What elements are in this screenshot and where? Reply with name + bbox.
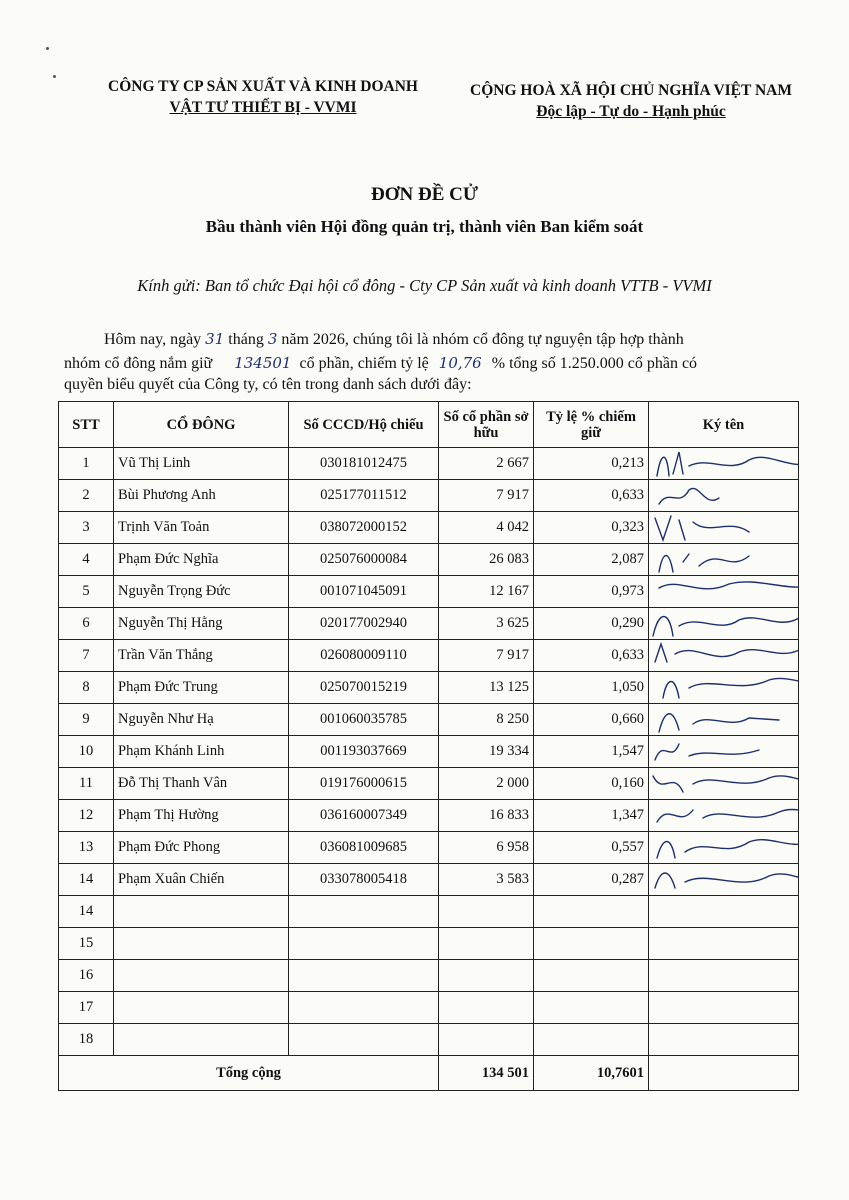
intro-text: năm 2026, chúng tôi là nhóm cổ đông tự nguyện tập hợp thành — [281, 331, 684, 348]
row-id-number: 025070015219 — [289, 672, 439, 704]
row-signature — [649, 800, 799, 832]
header-signature: Ký tên — [649, 402, 799, 448]
row-ratio: 1,050 — [534, 672, 649, 704]
row-shares: 13 125 — [439, 672, 534, 704]
company-name-line2: VẬT TƯ THIẾT BỊ - VVMI — [169, 99, 357, 116]
row-ratio: 0,290 — [534, 608, 649, 640]
row-shares: 3 625 — [439, 608, 534, 640]
signature-scribble — [649, 480, 799, 512]
table-row — [59, 544, 799, 576]
row-signature — [649, 608, 799, 640]
handwritten-shares: 134501 — [234, 354, 292, 372]
row-signature — [649, 704, 799, 736]
row-shareholder-name — [114, 1024, 289, 1056]
row-shareholder-name — [114, 992, 289, 1024]
row-stt: 14 — [59, 896, 114, 928]
row-ratio: 0,973 — [534, 576, 649, 608]
row-shares: 6 958 — [439, 832, 534, 864]
total-row — [59, 1056, 799, 1091]
table-row — [59, 704, 799, 736]
row-shareholder-name: Trần Văn Thắng — [114, 640, 289, 672]
header-shares: Số cổ phần sở hữu — [439, 402, 534, 448]
row-id-number — [289, 928, 439, 960]
intro-line-2 — [64, 352, 697, 375]
scan-speck — [53, 75, 56, 78]
row-shareholder-name: Trịnh Văn Toản — [114, 512, 289, 544]
row-stt: 1 — [59, 448, 114, 480]
nation-header — [446, 80, 816, 122]
header-shareholder: CỔ ĐÔNG — [114, 402, 289, 448]
row-signature — [649, 576, 799, 608]
intro-text: % tổng số 1.250.000 cổ phần có — [491, 355, 698, 372]
row-signature — [649, 672, 799, 704]
row-ratio: 0,213 — [534, 448, 649, 480]
company-name-line1: CÔNG TY CP SẢN XUẤT VÀ KINH DOANH — [108, 78, 418, 95]
row-ratio — [534, 1024, 649, 1056]
signature-scribble — [649, 448, 799, 480]
row-signature — [649, 928, 799, 960]
row-signature — [649, 864, 799, 896]
row-ratio: 0,160 — [534, 768, 649, 800]
row-id-number: 020177002940 — [289, 608, 439, 640]
intro-text: Hôm nay, ngày — [104, 331, 202, 348]
table-row — [59, 864, 799, 896]
table-row — [59, 576, 799, 608]
row-ratio — [534, 992, 649, 1024]
document-title: ĐƠN ĐỀ CỬ — [371, 184, 478, 205]
row-shares: 3 583 — [439, 864, 534, 896]
total-label: Tổng cộng — [59, 1056, 439, 1091]
row-stt: 12 — [59, 800, 114, 832]
row-shareholder-name: Nguyễn Thị Hằng — [114, 608, 289, 640]
row-shares — [439, 896, 534, 928]
signature-scribble — [649, 640, 799, 672]
row-shares: 7 917 — [439, 640, 534, 672]
document-subtitle: Bầu thành viên Hội đồng quản trị, thành viên Ban kiểm soát — [205, 217, 644, 236]
row-stt: 2 — [59, 480, 114, 512]
row-stt: 7 — [59, 640, 114, 672]
signature-scribble — [649, 800, 799, 832]
table-row — [59, 960, 799, 992]
row-signature — [649, 544, 799, 576]
intro-text: quyền biểu quyết của Công ty, có tên trong danh sách dưới đây: — [64, 376, 472, 393]
row-stt: 11 — [59, 768, 114, 800]
row-ratio — [534, 928, 649, 960]
row-id-number: 036081009685 — [289, 832, 439, 864]
nation-motto: Độc lập - Tự do - Hạnh phúc — [536, 103, 726, 120]
row-ratio: 0,660 — [534, 704, 649, 736]
row-signature — [649, 480, 799, 512]
row-id-number: 019176000615 — [289, 768, 439, 800]
row-id-number: 025177011512 — [289, 480, 439, 512]
row-shares: 2 667 — [439, 448, 534, 480]
row-shares: 26 083 — [439, 544, 534, 576]
row-shares — [439, 928, 534, 960]
table-row — [59, 1024, 799, 1056]
row-shares: 2 000 — [439, 768, 534, 800]
row-signature — [649, 960, 799, 992]
row-shares: 8 250 — [439, 704, 534, 736]
row-shares — [439, 992, 534, 1024]
row-stt: 10 — [59, 736, 114, 768]
signature-scribble — [649, 544, 799, 576]
row-signature — [649, 992, 799, 1024]
row-shareholder-name: Phạm Khánh Linh — [114, 736, 289, 768]
row-ratio: 1,547 — [534, 736, 649, 768]
table-row — [59, 896, 799, 928]
row-shares: 4 042 — [439, 512, 534, 544]
row-signature — [649, 832, 799, 864]
signature-scribble — [649, 832, 799, 864]
intro-text: tháng — [228, 331, 264, 348]
table-row — [59, 512, 799, 544]
row-id-number: 001193037669 — [289, 736, 439, 768]
row-id-number: 026080009110 — [289, 640, 439, 672]
row-shares — [439, 1024, 534, 1056]
row-stt: 18 — [59, 1024, 114, 1056]
handwritten-percent: 10,76 — [438, 354, 482, 372]
row-shares: 16 833 — [439, 800, 534, 832]
row-stt: 5 — [59, 576, 114, 608]
row-signature — [649, 768, 799, 800]
table-row — [59, 448, 799, 480]
intro-line-3 — [64, 374, 472, 396]
row-shareholder-name: Phạm Đức Phong — [114, 832, 289, 864]
row-signature — [649, 512, 799, 544]
row-stt: 6 — [59, 608, 114, 640]
row-shares — [439, 960, 534, 992]
row-id-number — [289, 1024, 439, 1056]
row-stt: 4 — [59, 544, 114, 576]
row-shareholder-name: Bùi Phương Anh — [114, 480, 289, 512]
row-id-number: 001060035785 — [289, 704, 439, 736]
header-stt: STT — [59, 402, 114, 448]
row-ratio — [534, 896, 649, 928]
row-shareholder-name: Phạm Xuân Chiến — [114, 864, 289, 896]
table-row — [59, 608, 799, 640]
row-shares: 19 334 — [439, 736, 534, 768]
table-row — [59, 640, 799, 672]
signature-scribble — [649, 672, 799, 704]
row-stt: 8 — [59, 672, 114, 704]
nation-name: CỘNG HOÀ XÃ HỘI CHỦ NGHĨA VIỆT NAM — [470, 82, 792, 99]
row-stt: 17 — [59, 992, 114, 1024]
row-shareholder-name — [114, 960, 289, 992]
header-ratio: Tỷ lệ % chiếm giữ — [534, 402, 649, 448]
row-shareholder-name: Phạm Đức Nghĩa — [114, 544, 289, 576]
row-shareholder-name: Phạm Thị Hường — [114, 800, 289, 832]
company-header — [88, 76, 438, 118]
row-id-number: 038072000152 — [289, 512, 439, 544]
total-shares: 134 501 — [439, 1056, 534, 1091]
row-shareholder-name: Vũ Thị Linh — [114, 448, 289, 480]
signature-scribble — [649, 512, 799, 544]
row-id-number — [289, 992, 439, 1024]
intro-text: nhóm cổ đông nắm giữ — [64, 355, 213, 372]
signature-scribble — [649, 704, 799, 736]
row-shareholder-name: Nguyễn Trọng Đức — [114, 576, 289, 608]
intro-text: cổ phần, chiếm tỷ lệ — [299, 355, 429, 372]
signature-scribble — [649, 736, 799, 768]
table-row — [59, 672, 799, 704]
row-ratio: 2,087 — [534, 544, 649, 576]
row-stt: 14 — [59, 864, 114, 896]
table-row — [59, 832, 799, 864]
row-signature — [649, 736, 799, 768]
row-id-number: 001071045091 — [289, 576, 439, 608]
signature-scribble — [649, 608, 799, 640]
row-stt: 3 — [59, 512, 114, 544]
row-id-number — [289, 960, 439, 992]
handwritten-day: 31 — [205, 330, 225, 348]
row-ratio: 0,633 — [534, 640, 649, 672]
row-shareholder-name: Phạm Đức Trung — [114, 672, 289, 704]
row-shareholder-name — [114, 928, 289, 960]
row-signature — [649, 640, 799, 672]
table-row — [59, 928, 799, 960]
row-signature — [649, 896, 799, 928]
table-row — [59, 736, 799, 768]
row-signature — [649, 1024, 799, 1056]
recipient-line: Kính gửi: Ban tổ chức Đại hội cổ đông - Cty CP Sản xuất và kinh doanh VTTB - VVMI — [137, 276, 712, 295]
total-ratio: 10,7601 — [534, 1056, 649, 1091]
row-id-number: 036160007349 — [289, 800, 439, 832]
row-shareholder-name — [114, 896, 289, 928]
row-ratio: 0,557 — [534, 832, 649, 864]
row-ratio — [534, 960, 649, 992]
row-stt: 13 — [59, 832, 114, 864]
scan-speck — [46, 47, 49, 50]
row-stt: 16 — [59, 960, 114, 992]
signature-scribble — [649, 768, 799, 800]
handwritten-month: 3 — [267, 330, 278, 348]
row-shareholder-name: Đỗ Thị Thanh Vân — [114, 768, 289, 800]
table-row — [59, 992, 799, 1024]
row-ratio: 0,323 — [534, 512, 649, 544]
shareholder-table — [58, 401, 799, 1091]
signature-scribble — [649, 576, 799, 608]
table-row — [59, 480, 799, 512]
total-signature-cell — [649, 1056, 799, 1091]
row-shares: 7 917 — [439, 480, 534, 512]
row-shares: 12 167 — [439, 576, 534, 608]
intro-line-1 — [104, 328, 684, 351]
row-ratio: 0,633 — [534, 480, 649, 512]
table-row — [59, 768, 799, 800]
row-shareholder-name: Nguyễn Như Hạ — [114, 704, 289, 736]
row-id-number: 025076000084 — [289, 544, 439, 576]
row-ratio: 1,347 — [534, 800, 649, 832]
signature-scribble — [649, 864, 799, 896]
row-id-number: 030181012475 — [289, 448, 439, 480]
row-stt: 9 — [59, 704, 114, 736]
row-signature — [649, 448, 799, 480]
row-id-number — [289, 896, 439, 928]
header-id-number: Số CCCD/Hộ chiếu — [289, 402, 439, 448]
table-row — [59, 800, 799, 832]
row-stt: 15 — [59, 928, 114, 960]
table-header-row — [59, 402, 799, 448]
row-id-number: 033078005418 — [289, 864, 439, 896]
row-ratio: 0,287 — [534, 864, 649, 896]
